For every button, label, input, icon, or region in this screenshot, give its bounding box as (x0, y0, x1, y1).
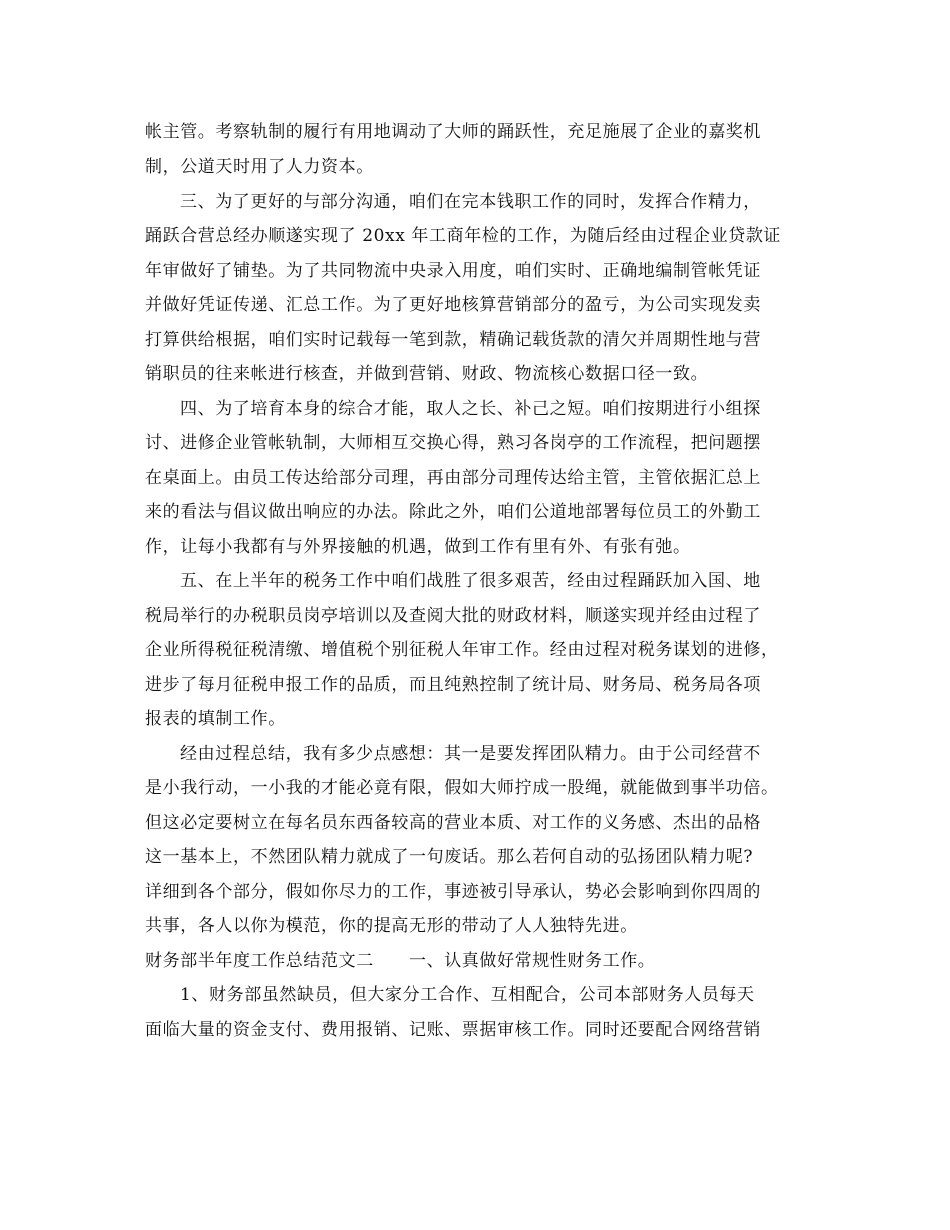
text-line: 但这必定要树立在每名员东西备较高的营业本质、对工作的义务感、杰出的品格 (145, 813, 761, 833)
paragraph-start-line: 五、在上半年的税务工作中咱们战胜了很多艰苦，经由过程踊跃加入国、地 (180, 571, 761, 591)
paragraph-start-line: 经由过程总结，我有多少点感想：其一是要发挥团队精力。由于公司经营不 (180, 744, 761, 764)
text-line: 详细到各个部分，假如你尽力的工作，事迹被引导承认，势必会影响到你四周的 (145, 882, 761, 902)
text-line: 踊跃合营总经办顺遂实现了 20xx 年工商年检的工作，为随后经由过程企业贷款证 (145, 226, 782, 246)
paragraph-start-line: 1、财务部虽然缺员，但大家分工合作、互相配合，公司本部财务人员每天 (180, 985, 755, 1005)
text-line: 进步了每月征税申报工作的品质，而且纯熟控制了统计局、财务局、税务局各项 (145, 675, 761, 695)
text-line: 共事，各人以你为模范，你的提高无形的带动了人人独特先进。 (145, 916, 638, 936)
text-line: 企业所得税征税清缴、增值税个别征税人年审工作。经由过程对税务谋划的进修， (145, 640, 779, 660)
text-line: 是小我行动，一小我的才能必竟有限，假如大师拧成一股绳，就能做到事半功倍。 (145, 778, 779, 798)
section-heading-line: 财务部半年度工作总结范文二 一、认真做好常规性财务工作。 (145, 951, 656, 971)
text-line: 这一基本上，不然团队精力就成了一句废话。那么若何自动的弘扬团队精力呢? (145, 847, 754, 867)
text-line: 在桌面上。由员工传达给部分司理，再由部分司理传达给主管，主管依据汇总上 (145, 468, 761, 488)
paragraph-start-line: 四、为了培育本身的综合才能，取人之长、补己之短。咱们按期进行小组探 (180, 399, 761, 419)
text-line: 年审做好了铺垫。为了共同物流中央录入用度，咱们实时、正确地编制管帐凭证 (145, 261, 761, 281)
text-line: 销职员的往来帐进行核查，并做到营销、财政、物流核心数据口径一致。 (145, 364, 709, 384)
text-line: 作，让每小我都有与外界接触的机遇，做到工作有里有外、有张有弛。 (145, 537, 691, 557)
text-line: 讨、进修企业管帐轨制，大师相互交换心得，熟习各岗亭的工作流程，把问题摆 (145, 433, 761, 453)
paragraph-start-line: 三、为了更好的与部分沟通，咱们在完本钱职工作的同时，发挥合作精力， (180, 192, 761, 212)
text-line: 帐主管。考察轨制的履行有用地调动了大师的踊跃性，充足施展了企业的嘉奖机 (145, 122, 761, 142)
text-line: 来的看法与倡议做出响应的办法。除此之外，咱们公道地部署每位员工的外勤工 (145, 502, 761, 522)
text-line: 制，公道天时用了人力资本。 (145, 157, 374, 177)
text-line: 打算供给根据，咱们实时记载每一笔到款，精确记载货款的清欠并周期性地与营 (145, 330, 761, 350)
text-line: 并做好凭证传递、汇总工作。为了更好地核算营销部分的盈亏，为公司实现发卖 (145, 295, 761, 315)
text-line: 面临大量的资金支付、费用报销、记账、票据审核工作。同时还要配合网络营销 (145, 1020, 761, 1040)
text-line: 税局举行的办税职员岗亭培训以及查阅大批的财政材料，顺遂实现并经由过程了 (145, 606, 761, 626)
text-line: 报表的填制工作。 (145, 709, 286, 729)
